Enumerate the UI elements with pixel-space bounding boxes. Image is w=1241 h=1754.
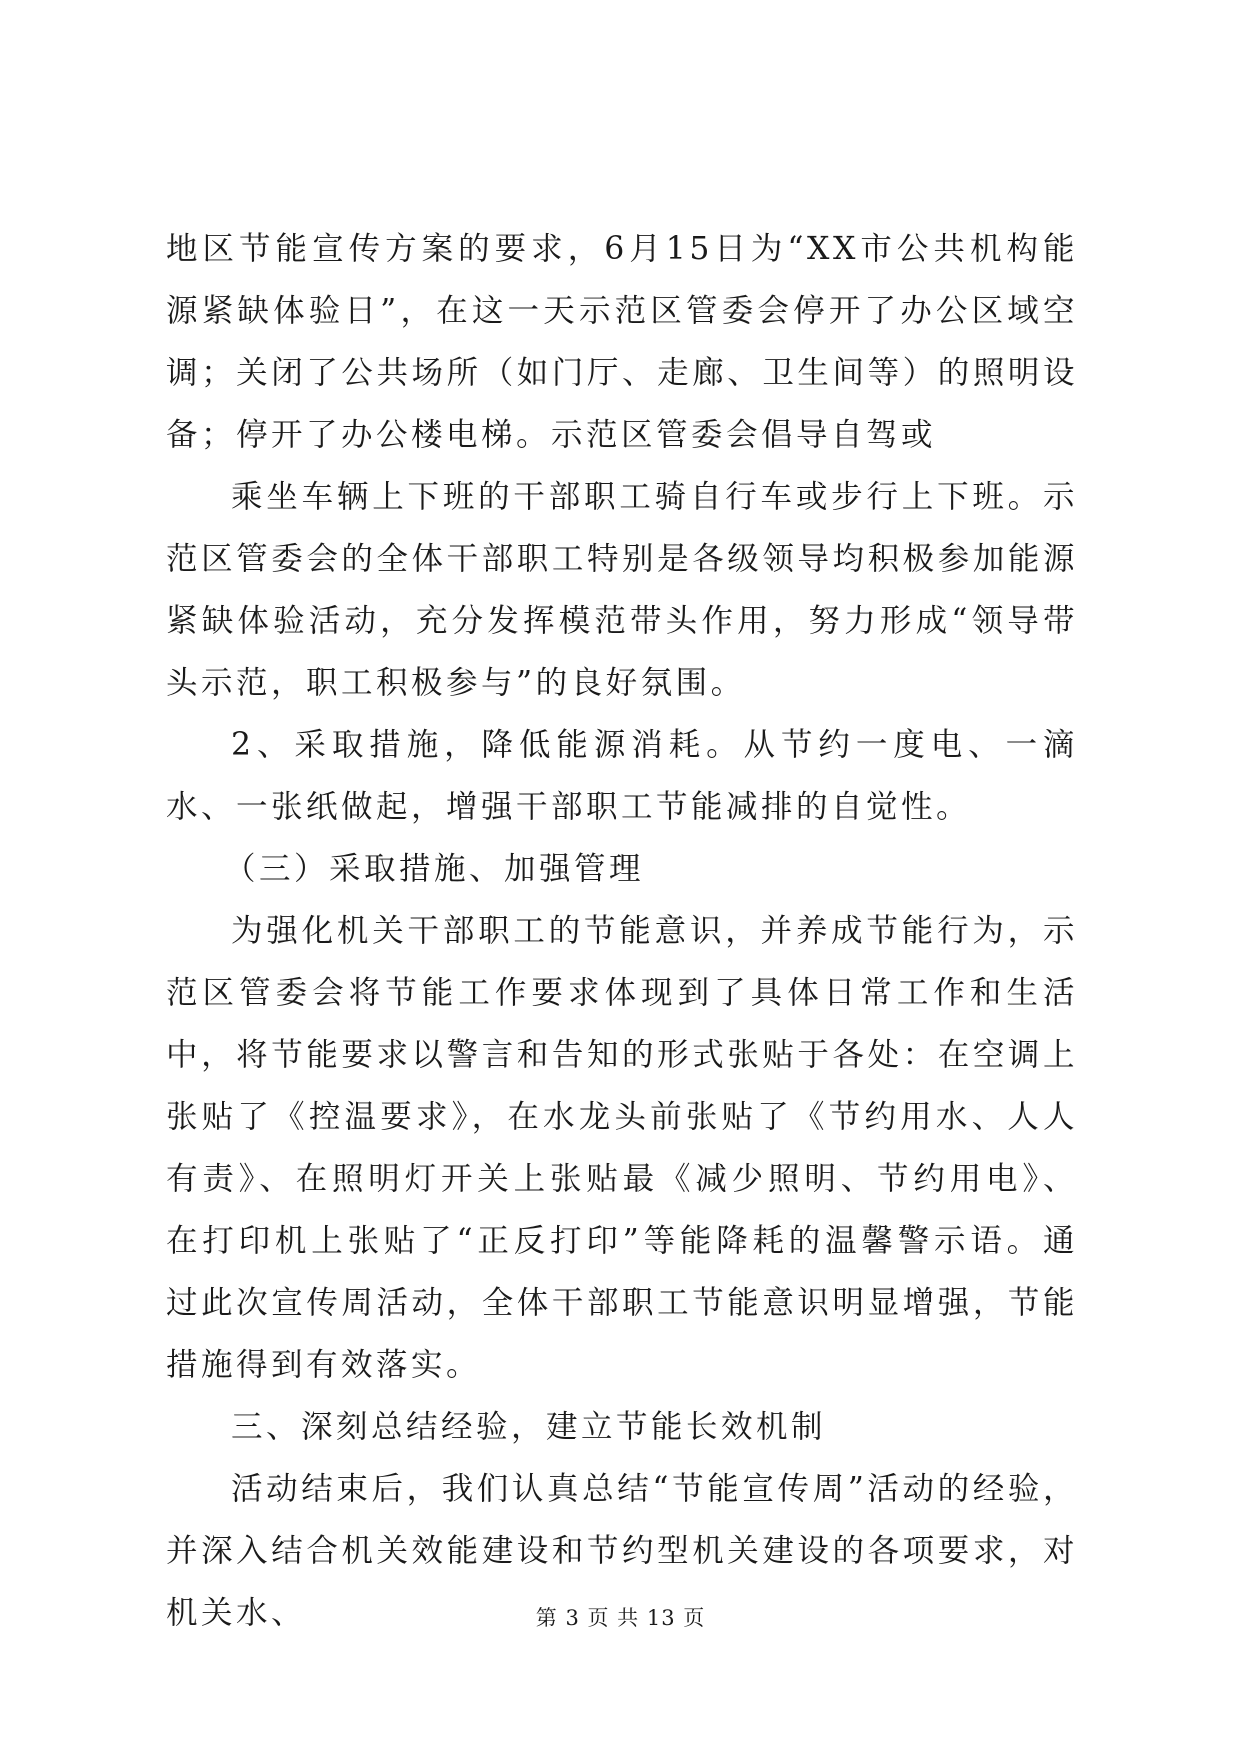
page-number-footer: 第 3 页 共 13 页 [535,1606,706,1630]
paragraph: 活动结束后，我们认真总结“节能宣传周”活动的经验，并深入结合机关效能建设和节约型机关建设的各项要求，对机关水、 [166,1471,1078,1631]
section-heading: （三）采取措施、加强管理 [224,851,645,887]
document-body [166,218,1078,1644]
paragraph: 为强化机关干部职工的节能意识，并养成节能行为，示范区管委会将节能工作要求体现到了具体日常工作和生活中，将节能要求以警言和告知的形式张贴于各处：在空调上张贴了《控温要求》，在水龙头前张贴了《节约用水、人人有责》、在照明灯开关上张贴最《减少照明、节约用电》、在打印机上张贴了“正反打印”等能降耗的温馨警示语。通过此次宣传周活动，全体干部职工节能意识明显增强，节能措施得到有效落实。 [166,913,1078,1383]
section-heading: 三、深刻总结经验，建立节能长效机制 [231,1409,827,1445]
paragraph: 2、采取措施，降低能源消耗。从节约一度电、一滴水、一张纸做起，增强干部职工节能减排的自觉性。 [166,727,1078,825]
paragraph-continuation: 地区节能宣传方案的要求，6月15日为“XX市公共机构能源紧缺体验日”，在这一天示范区管委会停开了办公区域空调；关闭了公共场所（如门厅、走廊、卫生间等）的照明设备；停开了办公楼电梯。示范区管委会倡导自驾或 [166,231,1078,453]
paragraph: 乘坐车辆上下班的干部职工骑自行车或步行上下班。示范区管委会的全体干部职工特别是各级领导均积极参加能源紧缺体验活动，充分发挥模范带头作用，努力形成“领导带头示范，职工积极参与”的良好氛围。 [166,479,1078,701]
